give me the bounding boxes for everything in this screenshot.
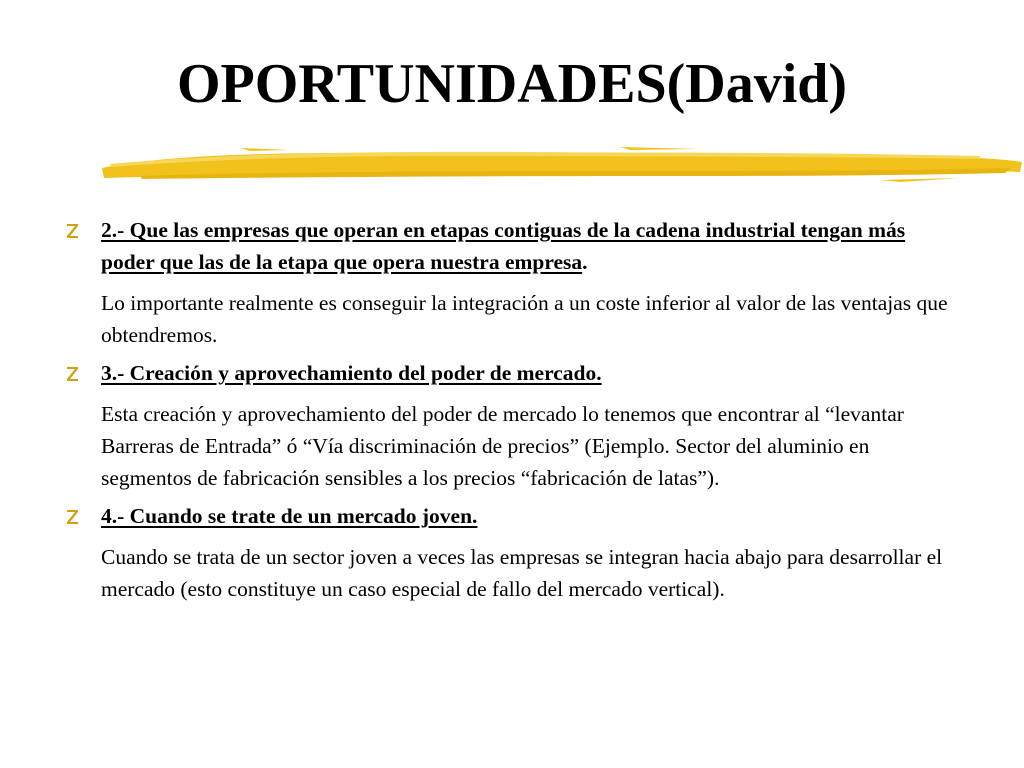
item-body: Lo importante realmente es conseguir la integración a un coste inferior al valor de las ventajas que obtendremos. (101, 291, 948, 347)
list-item (64, 214, 964, 351)
list-item (64, 500, 964, 605)
item-heading-line (101, 500, 964, 532)
item-heading: 2.- Que las empresas que operan en etapas contiguas de la cadena industrial tengan más poder que las de la etapa que opera nuestra empresa (101, 218, 906, 274)
item-heading: 3.- Creación y aprovechamiento del poder de mercado. (101, 361, 602, 385)
yellow-brush-stroke (100, 140, 1024, 190)
z-bullet-icon (64, 501, 82, 531)
z-bullet-icon (64, 215, 82, 245)
list-item (64, 357, 964, 494)
item-heading-line (101, 357, 964, 389)
item-heading: 4.- Cuando se trate de un mercado joven. (101, 504, 478, 528)
z-bullet-icon (64, 358, 82, 388)
slide-title: OPORTUNIDADES(David) (176, 53, 848, 115)
bullet-list (64, 214, 964, 611)
item-heading-tail: . (582, 250, 588, 274)
item-body: Esta creación y aprovechamiento del poder de mercado lo tenemos que encontrar al “levantar Barreras de Entrada” ó “Vía discriminación de precios” (Ejemplo. Sector del aluminio en segmentos de fabricación sensibles a los precios “fabricación de latas”). (101, 402, 904, 490)
item-body: Cuando se trata de un sector joven a veces las empresas se integran hacia abajo para desarrollar el mercado (esto constituye un caso especial de fallo del mercado vertical). (101, 545, 943, 601)
item-heading-line (101, 214, 964, 278)
